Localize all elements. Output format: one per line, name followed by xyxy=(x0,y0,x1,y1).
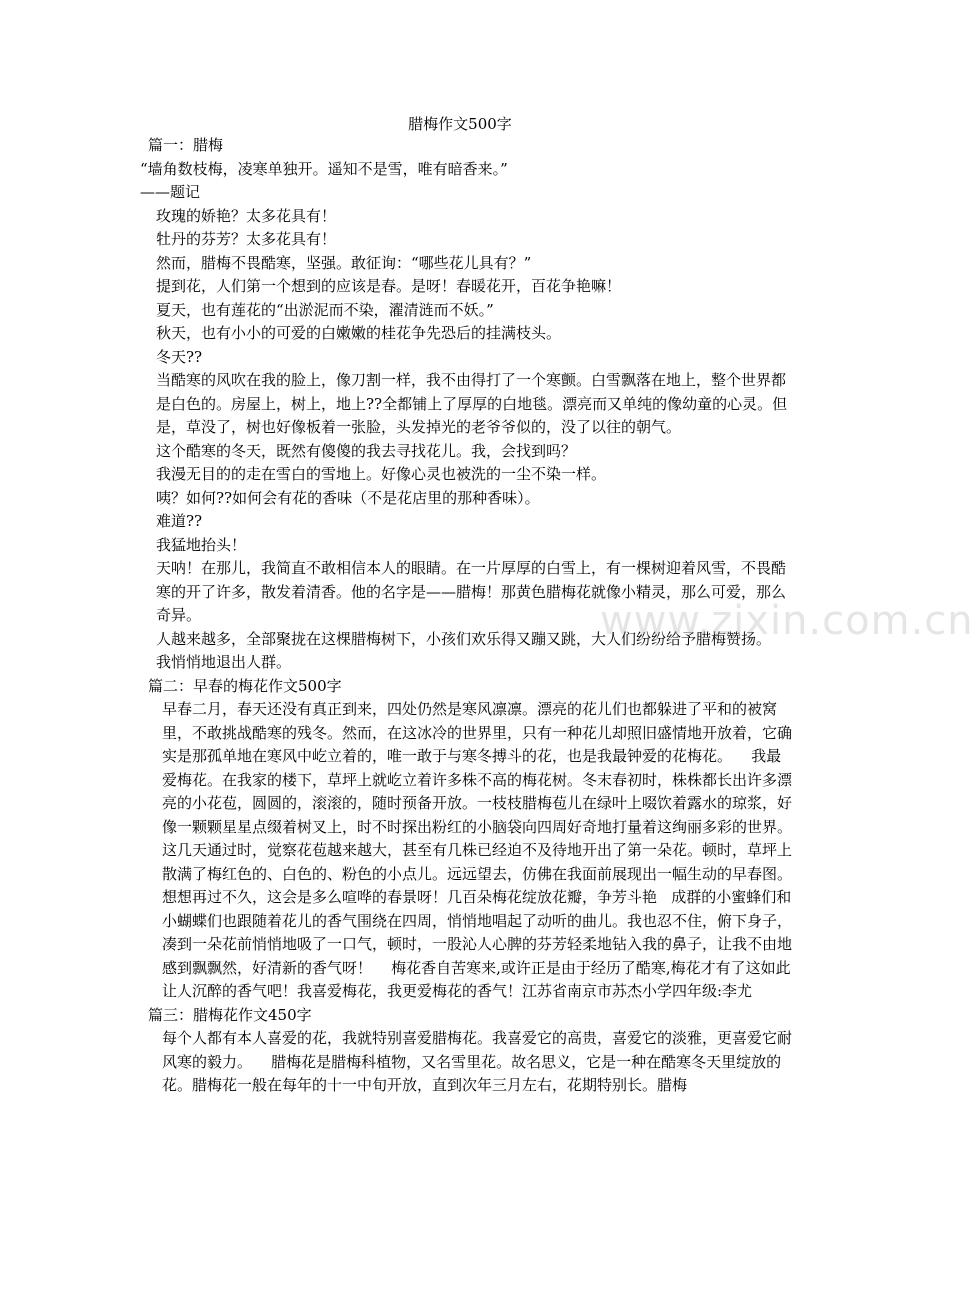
paragraph: 然而，腊梅不畏酷寒，坚强。敢征询：“哪些花儿具有？” xyxy=(156,253,532,272)
paragraph: 提到花，人们第一个想到的应该是春。是呀！春暖花开，百花争艳嘛！ xyxy=(156,277,622,295)
paragraph: 每个人都有本人喜爱的花，我就特别喜爱腊梅花。我喜爱它的高贵，喜爱它的淡雅，更喜爱它耐风寒的毅力。 腊梅花是腊梅科植物，又名雪里花。故名思义，它是一种在酷寒冬天里绽放的花。腊梅花一般在每年的十一中旬开放，直到次年三月左右，花期特别长。腊梅 xyxy=(162,1029,793,1094)
paragraph: 这个酷寒的冬天，既然有傻傻的我去寻找花儿。我，会找到吗？ xyxy=(156,441,577,460)
paragraph: 早春二月，春天还没有真正到来，四处仍然是寒风凛凛。漂亮的花儿们也都躲进了平和的被窝里，不敢挑战酷寒的残冬。然而，在这冰冷的世界里，只有一种花儿却照旧盛情地开放着，它确实是那孤单地在寒风中屹立着的，唯一敢于与寒冬搏斗的花，也是我最钟爱的花梅花。 我最爱梅花。在我家的楼下，草坪上就屹立着许多株不高的梅花树。冬末春初时，株株都长出许多漂亮的小花苞，圆圆的，滚滚的，随时预备开放。一枝枝腊梅苞儿在绿叶上啜饮着露水的琼浆，好像一颗颗星星点缀着树叉上，时不时探出粉红的小脑袋向四周好奇地打量着这绚丽多彩的世界。 这几天通过时，觉察花苞越来越大，甚至有几株已经迫不及待地开出了第一朵花。顿时，草坪上散满了梅红色的、白色的、粉色的小点儿。远远望去，仿佛在我面前展现出一幅生动的早春图。想想再过不久，这会是多么喧哗的春景呀！几百朵梅花绽放花瓣，争芳斗艳 成群的小蜜蜂们和小蝴蝶们也跟随着花儿的香气围绕在四周，悄悄地唱起了动听的曲儿。我也忍不住，俯下身子，凑到一朵花前悄悄地吸了一口气，顿时，一股沁人心脾的芬芳轻柔地钻入我的鼻子，让我不由地感到飘飘然，好清新的香气呀！ 梅花香自苦寒来,或许正是由于经历了酷寒,梅花才有了这如此让人沉醉的香气吧！我喜爱梅花，我更爱梅花的香气！江苏省南京市苏杰小学四年级:李尤 xyxy=(162,700,812,1000)
paragraph: ——题记 xyxy=(140,183,201,201)
paragraph: 人越来越多，全部聚拢在这棵腊梅树下，小孩们欢乐得又蹦又跳，大人们纷纷给予腊梅赞扬。 xyxy=(156,629,772,648)
watermark: www.zixin.com.cn xyxy=(600,598,974,644)
paragraph: 我悄悄地退出人群。 xyxy=(156,653,292,671)
paragraph: 秋天，也有小小的可爱的白嫩嫩的桂花争先恐后的挂满枝头。 xyxy=(156,324,562,342)
paragraph: 我漫无目的的走在雪白的雪地上。好像心灵也被洗的一尘不染一样。 xyxy=(156,465,607,483)
paragraph: 天呐！在那儿，我简直不敢相信本人的眼睛。在一片厚厚的白雪上，有一棵树迎着风雪，不畏酷寒的开了许多，散发着清香。他的名字是——腊梅！那黄色腊梅花就像小精灵，那么可爱，那么奇异。 xyxy=(156,559,787,624)
paragraph: 篇三：腊梅花作文450字 xyxy=(148,1005,312,1024)
paragraph: 难道?? xyxy=(156,512,203,530)
paragraph: 篇一：腊梅 xyxy=(148,136,224,154)
paragraph: 玫瑰的娇艳？太多花具有！ xyxy=(156,206,337,225)
paragraph: 我猛地抬头！ xyxy=(156,535,247,554)
paragraph: “墙角数枝梅，凌寒单独开。遥知不是雪，唯有暗香来。” xyxy=(140,159,508,178)
document-title: 腊梅作文500字 xyxy=(408,115,512,133)
paragraph: 夏天，也有莲花的“出淤泥而不染，濯清涟而不妖。” xyxy=(156,300,494,319)
paragraph: 牡丹的芬芳？太多花具有！ xyxy=(156,230,337,248)
paragraph: 冬天?? xyxy=(156,347,203,366)
paragraph: 篇二：早春的梅花作文500字 xyxy=(148,676,342,695)
paragraph: 当酷寒的风吹在我的脸上，像刀割一样，我不由得打了一个寒颤。白雪飘落在地上，整个世界都是白色的。房屋上，树上，地上??全都铺上了厚厚的白地毯。漂亮而又单纯的像幼童的心灵。但是，草没了，树也好像板着一张脸，头发掉光的老爷爷似的，没了以往的朝气。 xyxy=(156,371,788,436)
paragraph: 咦？如何??如何会有花的香味（不是花店里的那种香味）。 xyxy=(156,488,540,507)
